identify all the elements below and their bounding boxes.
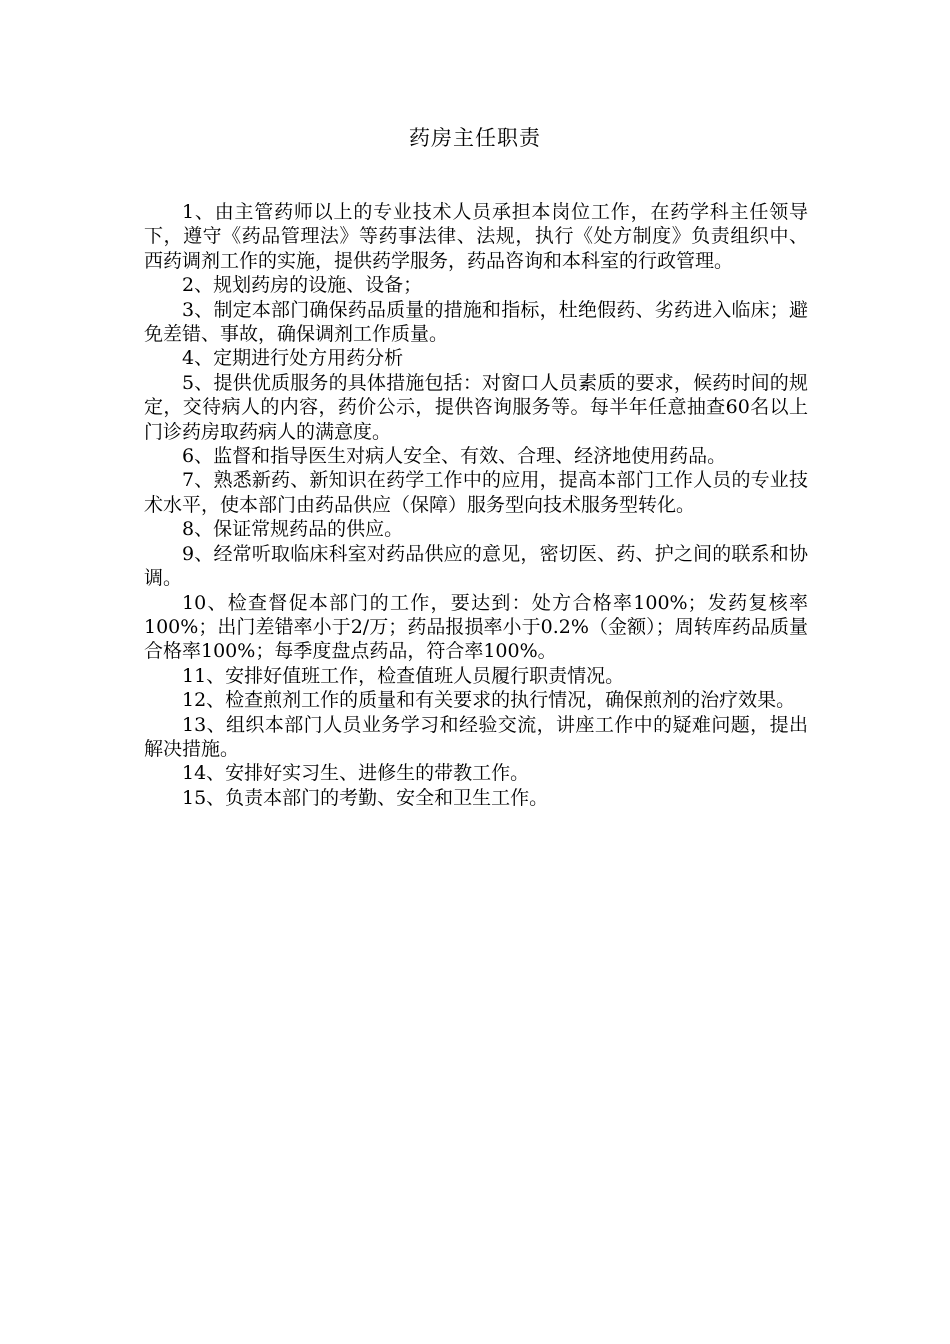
duty-item-14: 14、安排好实习生、进修生的带教工作。 <box>182 762 530 785</box>
duty-item-12: 12、检查煎剂工作的质量和有关要求的执行情况，确保煎剂的治疗效果。 <box>182 689 796 712</box>
duty-item-3: 3、制定本部门确保药品质量的措施和指标，杜绝假药、劣药进入临床；避免差错、事故，确保调剂工作质量。 <box>144 298 808 346</box>
duty-item-13: 13、组织本部门人员业务学习和经验交流，讲座工作中的疑难问题，提出解决措施。 <box>144 713 808 760</box>
duty-item-7: 7、熟悉新药、新知识在药学工作中的应用，提高本部门工作人员的专业技术水平，使本部门由药品供应（保障）服务型向技术服务型转化。 <box>144 469 808 516</box>
document-body <box>144 200 808 810</box>
duty-item-9: 9、经常听取临床科室对药品供应的意见，密切医、药、护之间的联系和协调。 <box>144 542 808 590</box>
duty-item-15: 15、负责本部门的考勤、安全和卫生工作。 <box>182 786 549 809</box>
duty-item-6: 6、监督和指导医生对病人安全、有效、合理、经济地使用药品。 <box>182 445 727 468</box>
duty-item-1: 1、由主管药师以上的专业技术人员承担本岗位工作，在药学科主任领导下，遵守《药品管理法》等药事法律、法规，执行《处方制度》负责组织中、西药调剂工作的实施，提供药学服务，药品咨询和本科室的行政管理。 <box>144 201 808 272</box>
duty-item-2: 2、规划药房的设施、设备； <box>182 274 423 297</box>
duty-item-8: 8、保证常规药品的供应。 <box>182 518 404 541</box>
document-title: 药房主任职责 <box>409 126 541 150</box>
duty-item-5: 5、提供优质服务的具体措施包括：对窗口人员素质的要求，候药时间的规定，交待病人的内容，药价公示，提供咨询服务等。每半年任意抽查60名以上门诊药房取药病人的满意度。 <box>144 371 808 443</box>
duty-item-4: 4、定期进行处方用药分析 <box>182 347 404 370</box>
duty-item-11: 11、安排好值班工作，检查值班人员履行职责情况。 <box>182 664 625 687</box>
duty-item-10: 10、检查督促本部门的工作，要达到：处方合格率100%；发药复核率100%；出门差错率小于2/万；药品报损率小于0.2%（金额）；周转库药品质量合格率100%；每季度盘点药品，符合率100%。 <box>144 591 808 663</box>
